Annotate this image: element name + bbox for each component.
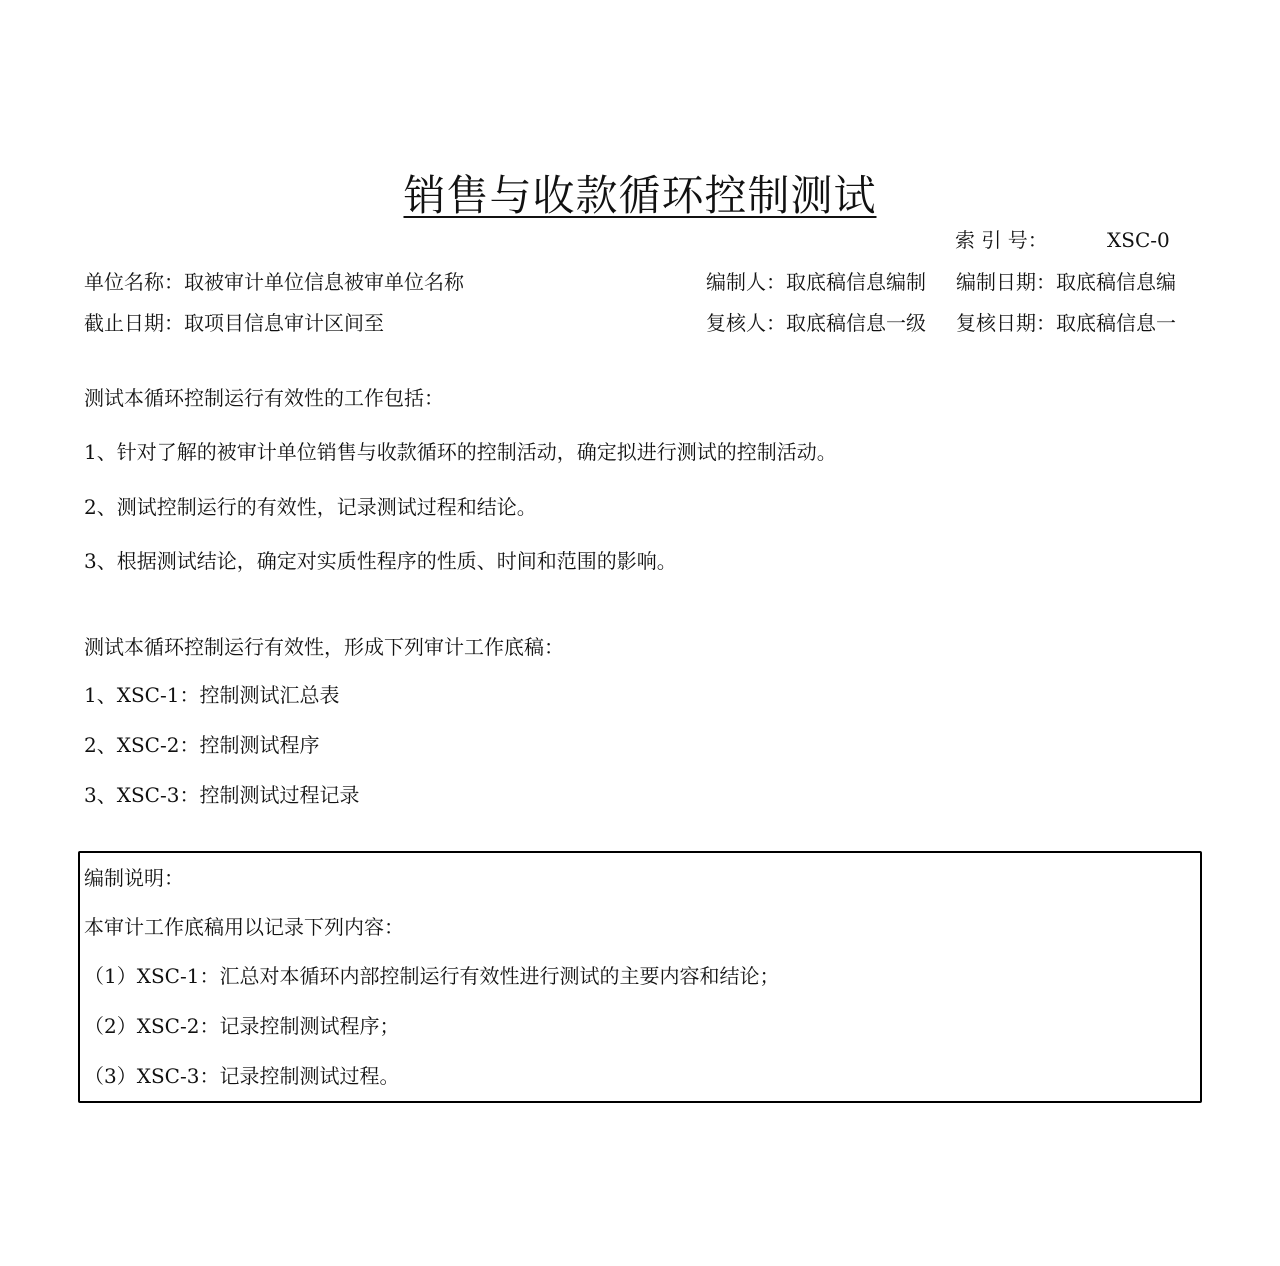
notes-item: （1）XSC-1：汇总对本循环内部控制运行有效性进行测试的主要内容和结论； bbox=[84, 964, 780, 988]
reviewer: 复核人：取底稿信息一级 bbox=[706, 311, 926, 335]
section2-heading: 测试本循环控制运行有效性，形成下列审计工作底稿： bbox=[84, 635, 564, 659]
review-date: 复核日期：取底稿信息一 bbox=[956, 311, 1176, 335]
section1-item: 3、根据测试结论，确定对实质性程序的性质、时间和范围的影响。 bbox=[84, 549, 677, 573]
page-title-text: 销售与收款循环控制测试 bbox=[403, 171, 877, 220]
section1-item: 1、针对了解的被审计单位销售与收款循环的控制活动，确定拟进行测试的控制活动。 bbox=[84, 440, 837, 464]
notes-heading: 编制说明： bbox=[84, 866, 184, 890]
notes-intro: 本审计工作底稿用以记录下列内容： bbox=[84, 915, 404, 939]
section2-item: 1、XSC-1：控制测试汇总表 bbox=[84, 683, 340, 707]
page-title bbox=[0, 168, 1280, 224]
notes-item: （3）XSC-3：记录控制测试过程。 bbox=[84, 1064, 400, 1088]
unit-name: 单位名称：取被审计单位信息被审单位名称 bbox=[84, 270, 464, 294]
section2-item: 3、XSC-3：控制测试过程记录 bbox=[84, 783, 360, 807]
section1-item: 2、测试控制运行的有效性，记录测试过程和结论。 bbox=[84, 495, 537, 519]
section1-heading: 测试本循环控制运行有效性的工作包括： bbox=[84, 386, 444, 410]
prepare-date: 编制日期：取底稿信息编 bbox=[956, 270, 1176, 294]
index-value: XSC-0 bbox=[1107, 228, 1170, 252]
notes-item: （2）XSC-2：记录控制测试程序； bbox=[84, 1014, 400, 1038]
cutoff-date: 截止日期：取项目信息审计区间至 bbox=[84, 311, 384, 335]
index-label: 索 引 号： bbox=[955, 228, 1048, 252]
section2-item: 2、XSC-2：控制测试程序 bbox=[84, 733, 320, 757]
preparer: 编制人：取底稿信息编制 bbox=[706, 270, 926, 294]
